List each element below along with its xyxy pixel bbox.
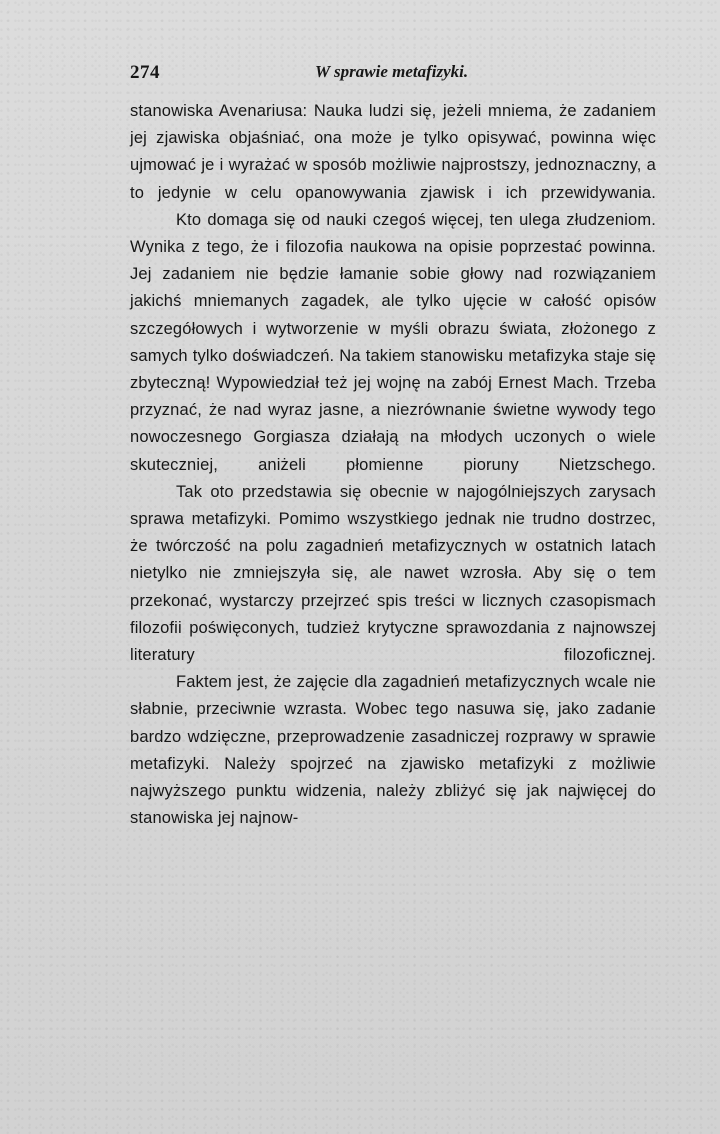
page-header [130,62,660,86]
body-text [130,98,656,832]
paragraph-2: Kto domaga się od nauki czegoś więcej, ten ulega złudzeniom. Wynika z tego, że i filozofia naukowa na opisie poprzestać powinna. Jej zadaniem nie będzie łamanie sobie głowy nad rozwiązaniem jakichś mniemanych zagadek, ale tylko ujęcie w całość opisów szczegółowych i wytworzenie w myśli obrazu świata, złożonego z samych tylko doświadczeń. Na takiem stanowisku metafizyka staje się zbyteczną! Wypowiedział też jej wojnę na zabój Ernest Mach. Trzeba przyznać, że nad wyraz jasne, a niezrównanie świetne wywody tego nowoczesnego Gorgiasza działają na młodych uczonych o wiele skuteczniej, aniżeli płomienne pioruny Nietzschego. [130,210,656,474]
paragraph-3: Tak oto przedstawia się obecnie w najogólniejszych zarysach sprawa metafizyki. Pomimo wszystkiego jednak nie trudno dostrzec, że twórczość na polu zagadnień metafizycznych w ostatnich latach nietylko nie zmniejszyła się, ale nawet wzrosła. Aby się o tem przekonać, wystarczy przejrzeć spis treści w licznych czasopismach filozofii poświęconych, tudzież krytyczne sprawozdania z najnowszej literatury filozoficznej. [130,482,656,665]
page-number: 274 [130,62,160,83]
paragraph-4: Faktem jest, że zajęcie dla zagadnień metafizycznych wcale nie słabnie, przeciwnie wzrasta. Wobec tego nasuwa się, jako zadanie bardzo wdzięczne, przeprowadzenie zasadniczej rozprawy w sprawie metafizyki. Należy spojrzeć na zjawisko metafizyki z możliwie najwyższego punktu widzenia, należy zbliżyć się jak najwięcej do stanowiska jej najnow- [130,673,656,828]
running-title: W sprawie metafizyki. [315,62,469,81]
paragraph-1: stanowiska Avenariusa: Nauka ludzi się, jeżeli mniema, że zadaniem jej zjawiska objaśniać, ona może je tylko opisywać, powinna więc ujmować je i wyrażać w sposób możliwie najprostszy, jednoznaczny, a to jedynie w celu opanowywania zjawisk i ich przewidywania. [130,102,656,202]
